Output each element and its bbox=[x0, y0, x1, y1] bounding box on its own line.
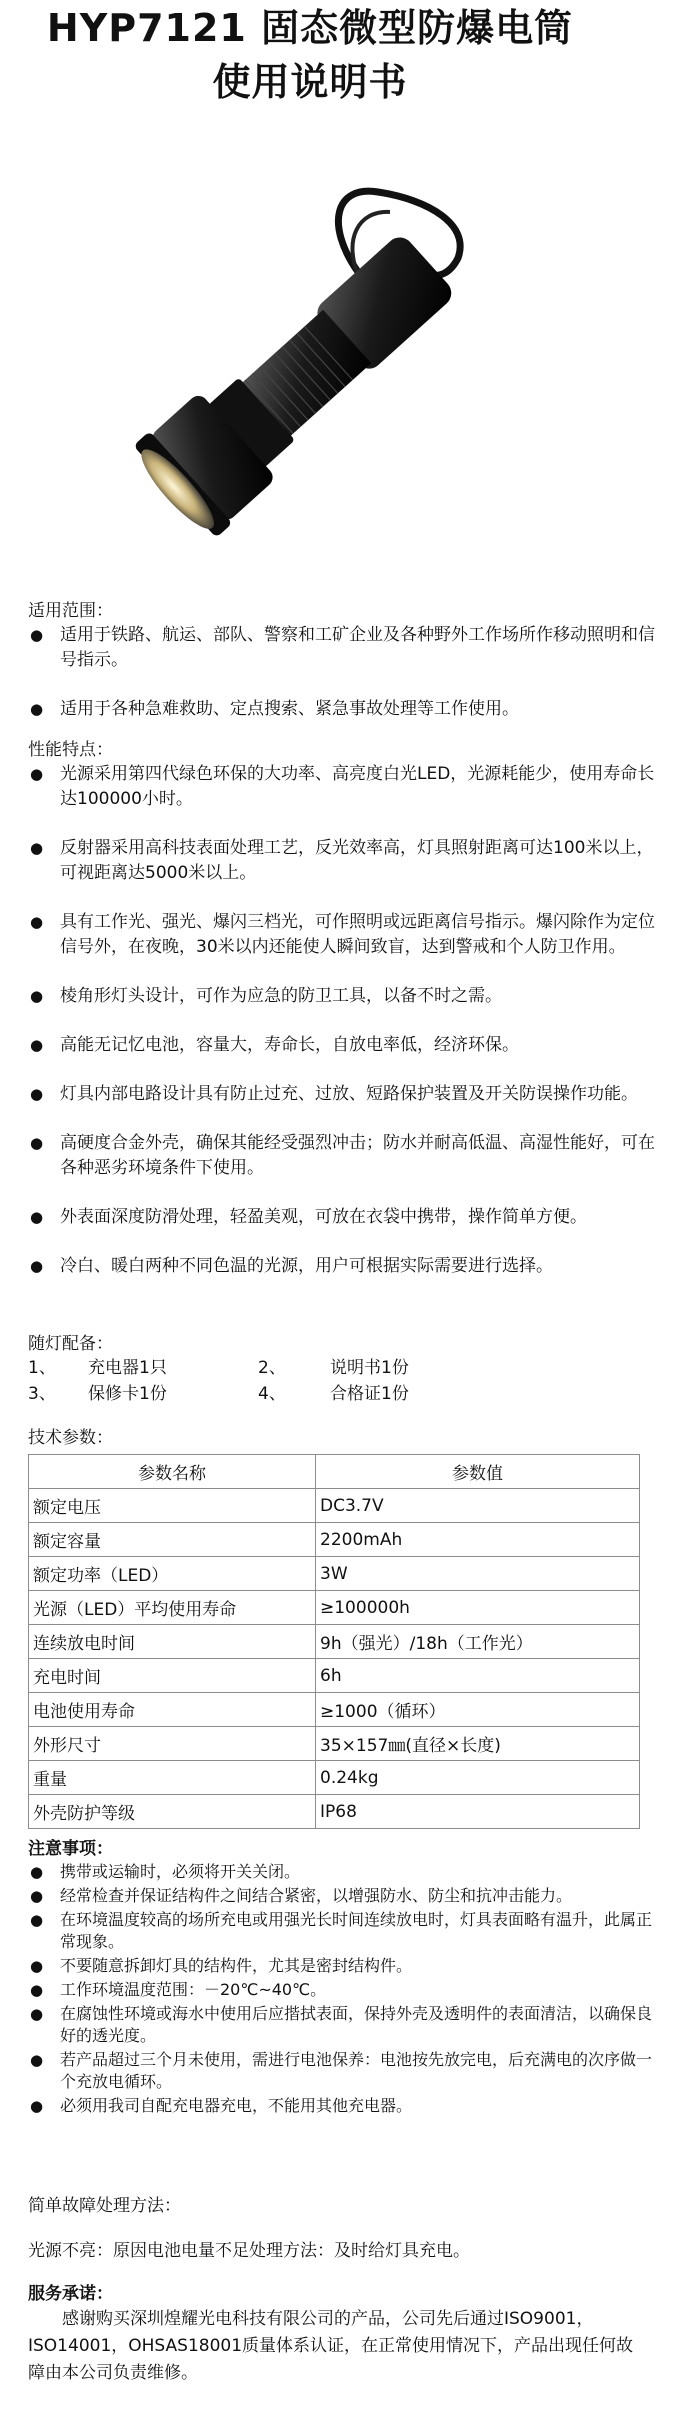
column-header-name: 参数名称 bbox=[29, 1455, 316, 1489]
service-text: 感谢购买深圳煌耀光电科技有限公司的产品，公司先后通过ISO9001，ISO14001，OHSAS18001质量体系认证，在正常使用情况下，产品出现任何故障由本公司负责维修。 bbox=[28, 2309, 634, 2383]
list-item: ● 不要随意拆卸灯具的结构件，尤其是密封结构件。 bbox=[30, 1956, 413, 1975]
param-value: 35×157㎜(直径×长度) bbox=[316, 1727, 640, 1761]
param-value: 3W bbox=[316, 1557, 640, 1591]
accessory-number: 1、 bbox=[28, 1358, 56, 1378]
bullet-icon: ● bbox=[30, 839, 44, 857]
table-row bbox=[29, 1795, 640, 1829]
param-value: 6h bbox=[316, 1659, 640, 1693]
troubleshoot-text: 光源不亮：原因电池电量不足处理方法：及时给灯具充电。 bbox=[28, 2241, 470, 2261]
list-item: ● 经常检查并保证结构件之间结合紧密，以增强防水、防尘和抗冲击能力。 bbox=[30, 1886, 573, 1905]
bullet-icon: ● bbox=[30, 1887, 44, 1905]
param-name: 外壳防护等级 bbox=[29, 1795, 316, 1829]
bullet-icon: ● bbox=[30, 1957, 44, 1975]
param-name: 电池使用寿命 bbox=[29, 1693, 316, 1727]
bullet-icon: ● bbox=[30, 1134, 44, 1152]
list-item: ● 冷白、暖白两种不同色温的光源，用户可根据实际需要进行选择。 bbox=[28, 1254, 658, 1279]
bullet-icon: ● bbox=[30, 1911, 44, 1929]
troubleshoot-heading: 简单故障处理方法： bbox=[28, 2196, 181, 2216]
param-name: 额定电压 bbox=[29, 1489, 316, 1523]
bullet-icon: ● bbox=[30, 2051, 44, 2069]
list-item: ● 具有工作光、强光、爆闪三档光，可作照明或远距离信号指示。爆闪除作为定位信号外，在夜晚，30米以内还能使人瞬间致盲，达到警戒和个人防卫作用。 bbox=[30, 912, 655, 957]
param-name: 外形尺寸 bbox=[29, 1727, 316, 1761]
notes-heading: 注意事项： bbox=[28, 1839, 113, 1859]
bullet-icon: ● bbox=[30, 1863, 44, 1881]
service-heading: 服务承诺： bbox=[28, 2284, 113, 2304]
application-heading: 适用范围： bbox=[28, 601, 113, 621]
bullet-icon: ● bbox=[30, 2005, 44, 2023]
accessory-number: 3、 bbox=[28, 1384, 56, 1404]
table-row bbox=[29, 1489, 640, 1523]
table-row bbox=[29, 1693, 640, 1727]
param-value: IP68 bbox=[316, 1795, 640, 1829]
bullet-icon: ● bbox=[30, 913, 44, 931]
doc-subtitle: 使用说明书 bbox=[212, 60, 408, 104]
flashlight-photo bbox=[120, 170, 500, 570]
accessory-item: 保修卡1份 bbox=[88, 1384, 167, 1404]
bullet-icon: ● bbox=[30, 2097, 44, 2115]
param-name: 额定功率（LED） bbox=[29, 1557, 316, 1591]
list-item: ● 适用于铁路、航运、部队、警察和工矿企业及各种野外工作场所作移动照明和信号指示。 bbox=[30, 625, 655, 670]
table-row bbox=[29, 1761, 640, 1795]
bullet-icon: ● bbox=[30, 1085, 44, 1103]
list-item: ● 适用于各种急难救助、定点搜索、紧急事故处理等工作使用。 bbox=[28, 697, 658, 722]
param-value: 0.24kg bbox=[316, 1761, 640, 1795]
specs-table bbox=[28, 1454, 640, 1829]
list-item: ● 光源采用第四代绿色环保的大功率、高亮度白光LED，光源耗能少，使用寿命长达100000小时。 bbox=[30, 764, 655, 809]
param-value: 9h（强光）/18h（工作光） bbox=[316, 1625, 640, 1659]
bullet-icon: ● bbox=[30, 700, 44, 718]
param-name: 光源（LED）平均使用寿命 bbox=[29, 1591, 316, 1625]
performance-list bbox=[28, 762, 658, 1303]
bullet-icon: ● bbox=[30, 1981, 44, 1999]
specs-heading: 技术参数： bbox=[28, 1428, 113, 1448]
list-item: ● 携带或运输时，必须将开关关闭。 bbox=[30, 1862, 301, 1881]
param-value: DC3.7V bbox=[316, 1489, 640, 1523]
param-name: 额定容量 bbox=[29, 1523, 316, 1557]
list-item: ● 高能无记忆电池，容量大，寿命长，自放电率低，经济环保。 bbox=[28, 1033, 658, 1058]
bullet-icon: ● bbox=[30, 1257, 44, 1275]
list-item: ● 高硬度合金外壳，确保其能经受强烈冲击；防水并耐高低温、高湿性能好，可在各种恶劣环境条件下使用。 bbox=[30, 1133, 655, 1178]
table-row bbox=[29, 1727, 640, 1761]
list-item: ● 在腐蚀性环境或海水中使用后应揩拭表面，保持外壳及透明件的表面清洁，以确保良好的透光度。 bbox=[30, 2004, 653, 2045]
list-item: ● 反射器采用高科技表面处理工艺，反光效率高，灯具照射距离可达100米以上，可视距离达5000米以上。 bbox=[30, 838, 654, 883]
list-item: ● 灯具内部电路设计具有防止过充、过放、短路保护装置及开关防误操作功能。 bbox=[28, 1082, 658, 1107]
table-row bbox=[29, 1591, 640, 1625]
bullet-icon: ● bbox=[30, 1036, 44, 1054]
param-name: 连续放电时间 bbox=[29, 1625, 316, 1659]
bullet-icon: ● bbox=[30, 626, 44, 644]
bullet-icon: ● bbox=[30, 987, 44, 1005]
param-name: 重量 bbox=[29, 1761, 316, 1795]
param-value: 2200mAh bbox=[316, 1523, 640, 1557]
list-item: ● 若产品超过三个月未使用，需进行电池保养：电池按先放完电，后充满电的次序做一个充放电循环。 bbox=[30, 2050, 653, 2091]
bullet-icon: ● bbox=[30, 765, 44, 783]
param-value: ≥100000h bbox=[316, 1591, 640, 1625]
accessory-item: 合格证1份 bbox=[330, 1384, 409, 1404]
table-row bbox=[29, 1625, 640, 1659]
column-header-value: 参数值 bbox=[316, 1455, 640, 1489]
accessory-item: 说明书1份 bbox=[330, 1358, 409, 1378]
list-item: ● 在环境温度较高的场所充电或用强光长时间连续放电时，灯具表面略有温升，此属正常现象。 bbox=[30, 1910, 653, 1951]
accessory-number: 2、 bbox=[258, 1358, 286, 1378]
list-item: ● 必须用我司自配充电器充电，不能用其他充电器。 bbox=[30, 2096, 413, 2115]
table-row bbox=[29, 1523, 640, 1557]
accessories-list bbox=[28, 1356, 648, 1416]
table-row bbox=[29, 1557, 640, 1591]
accessory-item: 充电器1只 bbox=[88, 1358, 167, 1378]
table-row bbox=[29, 1659, 640, 1693]
param-value: ≥1000（循环） bbox=[316, 1693, 640, 1727]
table-header-row bbox=[29, 1455, 640, 1489]
accessories-heading: 随灯配备： bbox=[28, 1334, 113, 1354]
list-item: ● 棱角形灯头设计，可作为应急的防卫工具，以备不时之需。 bbox=[28, 984, 658, 1009]
performance-heading: 性能特点： bbox=[28, 740, 113, 760]
accessory-number: 4、 bbox=[258, 1384, 286, 1404]
param-name: 充电时间 bbox=[29, 1659, 316, 1693]
list-item: ● 工作环境温度范围：－20℃~40℃。 bbox=[30, 1980, 327, 1999]
doc-title: HYP7121 固态微型防爆电筒 bbox=[46, 6, 574, 50]
notes-list bbox=[28, 1861, 658, 2119]
application-list bbox=[28, 623, 658, 746]
bullet-icon: ● bbox=[30, 1208, 44, 1226]
list-item: ● 外表面深度防滑处理，轻盈美观，可放在衣袋中携带，操作简单方便。 bbox=[28, 1205, 658, 1230]
